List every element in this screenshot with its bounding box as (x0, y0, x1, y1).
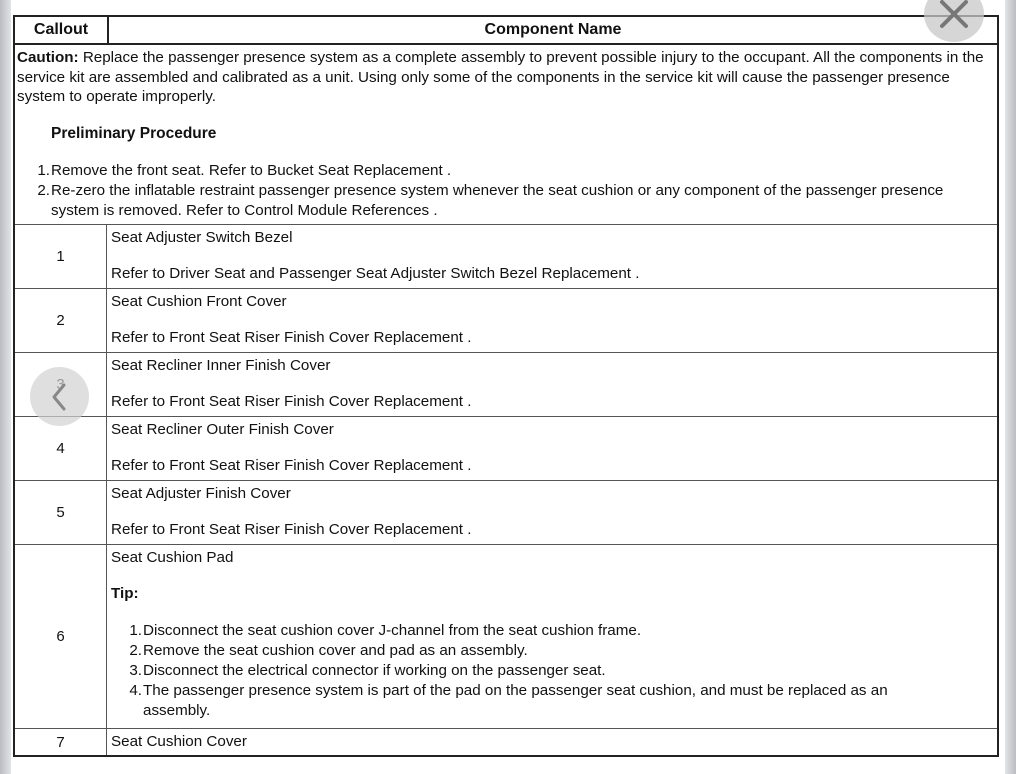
callout-cell: 6 (15, 545, 107, 728)
viewer-frame-right (1005, 0, 1016, 774)
component-name: Seat Recliner Inner Finish Cover (111, 357, 331, 374)
component-cell (107, 481, 997, 544)
tip-number: 3. (129, 662, 142, 679)
table-row (15, 417, 997, 481)
step-text: Remove the front seat. Refer to Bucket Seat Replacement . (51, 162, 452, 179)
step-number: 1. (37, 162, 50, 179)
list-item (111, 661, 997, 681)
component-cell (107, 225, 997, 288)
component-name: Seat Adjuster Switch Bezel (111, 229, 293, 246)
component-name: Seat Cushion Pad (111, 549, 234, 566)
component-name: Seat Cushion Cover (111, 733, 247, 750)
component-cell (107, 353, 997, 416)
component-reference: Refer to Front Seat Riser Finish Cover Replacement . (111, 521, 472, 538)
previous-page-button[interactable] (30, 367, 89, 426)
chevron-left-icon (48, 382, 72, 412)
caution-text: Replace the passenger presence system as a complete assembly to prevent possible injury to the occupant. All the components in the service kit are assembled and calibrated as a unit. Using only some of the components in the service kit will cause the passenger presence system to operate improperly. (17, 49, 984, 105)
step-number: 2. (37, 182, 50, 199)
component-reference: Refer to Front Seat Riser Finish Cover Replacement . (111, 457, 472, 474)
preliminary-steps (17, 161, 994, 221)
callout-cell: 7 (15, 729, 107, 755)
table-row (15, 481, 997, 545)
step-text: Re-zero the inflatable restraint passenger presence system whenever the seat cushion or any component of the passenger presence system is removed. Refer to Control Module References . (51, 182, 944, 219)
component-name: Seat Adjuster Finish Cover (111, 485, 291, 502)
tip-label: Tip: (111, 585, 139, 602)
callout-cell: 4 (15, 417, 107, 480)
list-item (17, 181, 994, 221)
tip-text: Disconnect the seat cushion cover J-channel from the seat cushion frame. (143, 622, 642, 639)
table-row (15, 353, 997, 417)
table-row (15, 545, 997, 729)
component-cell (107, 545, 997, 728)
component-name: Seat Recliner Outer Finish Cover (111, 421, 334, 438)
list-item (111, 621, 997, 641)
callout-cell: 2 (15, 289, 107, 352)
tip-text: Remove the seat cushion cover and pad as an assembly. (143, 642, 528, 659)
component-reference: Refer to Driver Seat and Passenger Seat Adjuster Switch Bezel Replacement . (111, 265, 640, 282)
table-row (15, 225, 997, 289)
table-row (15, 289, 997, 353)
callout-cell: 1 (15, 225, 107, 288)
component-name: Seat Cushion Front Cover (111, 293, 287, 310)
callout-cell: 5 (15, 481, 107, 544)
list-item (111, 641, 997, 661)
viewer-frame-left (0, 0, 11, 774)
tip-number: 1. (129, 622, 142, 639)
component-reference: Refer to Front Seat Riser Finish Cover Replacement . (111, 329, 472, 346)
component-cell (107, 729, 997, 755)
tip-number: 4. (129, 682, 142, 699)
tip-number: 2. (129, 642, 142, 659)
component-reference: Refer to Front Seat Riser Finish Cover Replacement . (111, 393, 472, 410)
tip-text: Disconnect the electrical connector if working on the passenger seat. (143, 662, 606, 679)
caution-paragraph (17, 48, 994, 107)
tip-list (111, 621, 997, 721)
list-item (111, 681, 997, 721)
caution-label: Caution: (17, 49, 79, 66)
close-icon (937, 0, 971, 31)
component-table (13, 15, 999, 757)
table-row (15, 729, 997, 755)
header-component-name: Component Name (484, 21, 622, 38)
component-cell (107, 417, 997, 480)
tip-text: The passenger presence system is part of the pad on the passenger seat cushion, and must be replaced as an assembly. (143, 682, 888, 719)
table-header-row (15, 17, 997, 45)
list-item (17, 161, 994, 181)
caution-section (15, 45, 997, 225)
preliminary-procedure-title: Preliminary Procedure (51, 124, 217, 142)
header-callout: Callout (15, 17, 109, 43)
component-cell (107, 289, 997, 352)
